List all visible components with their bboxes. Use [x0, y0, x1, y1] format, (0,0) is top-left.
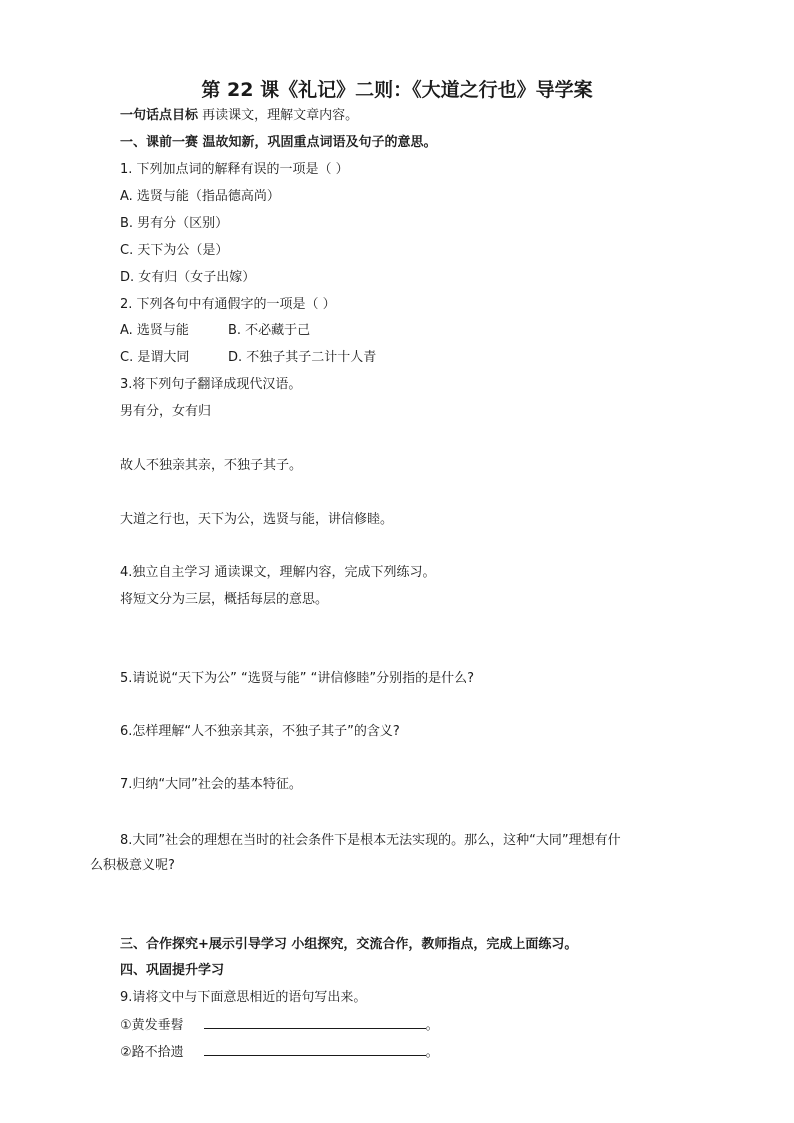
q9-item-2-end: 。	[425, 1045, 439, 1060]
q1-option-a: A. 选贤与能（指品德高尚）	[120, 189, 280, 204]
q6-text: 6.怎样理解“人不独亲其亲，不独子其子”的含义?	[120, 724, 400, 739]
q5-text: 5.请说说“天下为公” “选贤与能” “讲信修睦”分别指的是什么?	[120, 671, 474, 686]
q1-option-c: C. 天下为公（是）	[120, 243, 229, 258]
section1-heading: 一、课前一赛 温故知新，巩固重点词语及句子的意思。	[120, 135, 437, 150]
q2-option-d: D. 不独子其子二计十人青	[228, 350, 377, 365]
q9-item-1-label: ①黄发垂髫	[120, 1018, 184, 1033]
q2-option-a: A. 选贤与能	[120, 323, 189, 338]
goal-label: 一句话点目标	[120, 108, 199, 123]
q3-sentence-2: 故人不独亲其亲，不独子其子。	[120, 458, 303, 473]
q1-stem: 1. 下列加点词的解释有误的一项是（ ）	[120, 162, 349, 177]
goal-line	[120, 107, 358, 125]
q9-item-2-answer-blank[interactable]	[204, 1043, 426, 1056]
q1-option-b: B. 男有分（区别）	[120, 216, 229, 231]
q9-item-2-label: ②路不拾遗	[120, 1045, 184, 1060]
q9-item-1-end: 。	[425, 1018, 439, 1033]
q8-line-2: 么积极意义呢?	[90, 858, 175, 873]
q3-sentence-1: 男有分，女有归	[120, 404, 212, 419]
q9-item-2	[120, 1043, 439, 1062]
q8-line-1: 8.大同”社会的理想在当时的社会条件下是根本无法实现的。那么，这种“大同”理想有什	[120, 833, 621, 848]
q9-item-1	[120, 1016, 439, 1035]
q1-option-d: D. 女有归（女子出嫁）	[120, 270, 256, 285]
q2-option-c: C. 是谓大同	[120, 350, 190, 365]
q4-stem: 4.独立自主学习 通读课文，理解内容，完成下列练习。	[120, 565, 436, 580]
q4-sub: 将短文分为三层，概括每层的意思。	[120, 592, 329, 607]
goal-text: 再读课文，理解文章内容。	[202, 108, 359, 123]
page-title: 第 22 课《礼记》二则：《大道之行也》导学案	[201, 79, 593, 101]
q9-item-1-answer-blank[interactable]	[204, 1016, 426, 1029]
q2-option-b: B. 不必藏于己	[228, 323, 311, 338]
q3-stem: 3.将下列句子翻译成现代汉语。	[120, 377, 302, 392]
section3-heading: 三、合作探究+展示引导学习 小组探究，交流合作，教师指点，完成上面练习。	[120, 937, 578, 952]
q3-sentence-3: 大道之行也，天下为公，选贤与能，讲信修睦。	[120, 512, 394, 527]
q2-stem: 2. 下列各句中有通假字的一项是（ ）	[120, 297, 336, 312]
q7-text: 7.归纳“大同”社会的基本特征。	[120, 777, 302, 792]
q9-stem: 9.请将文中与下面意思相近的语句写出来。	[120, 990, 367, 1005]
section4-heading: 四、巩固提升学习	[120, 963, 225, 978]
